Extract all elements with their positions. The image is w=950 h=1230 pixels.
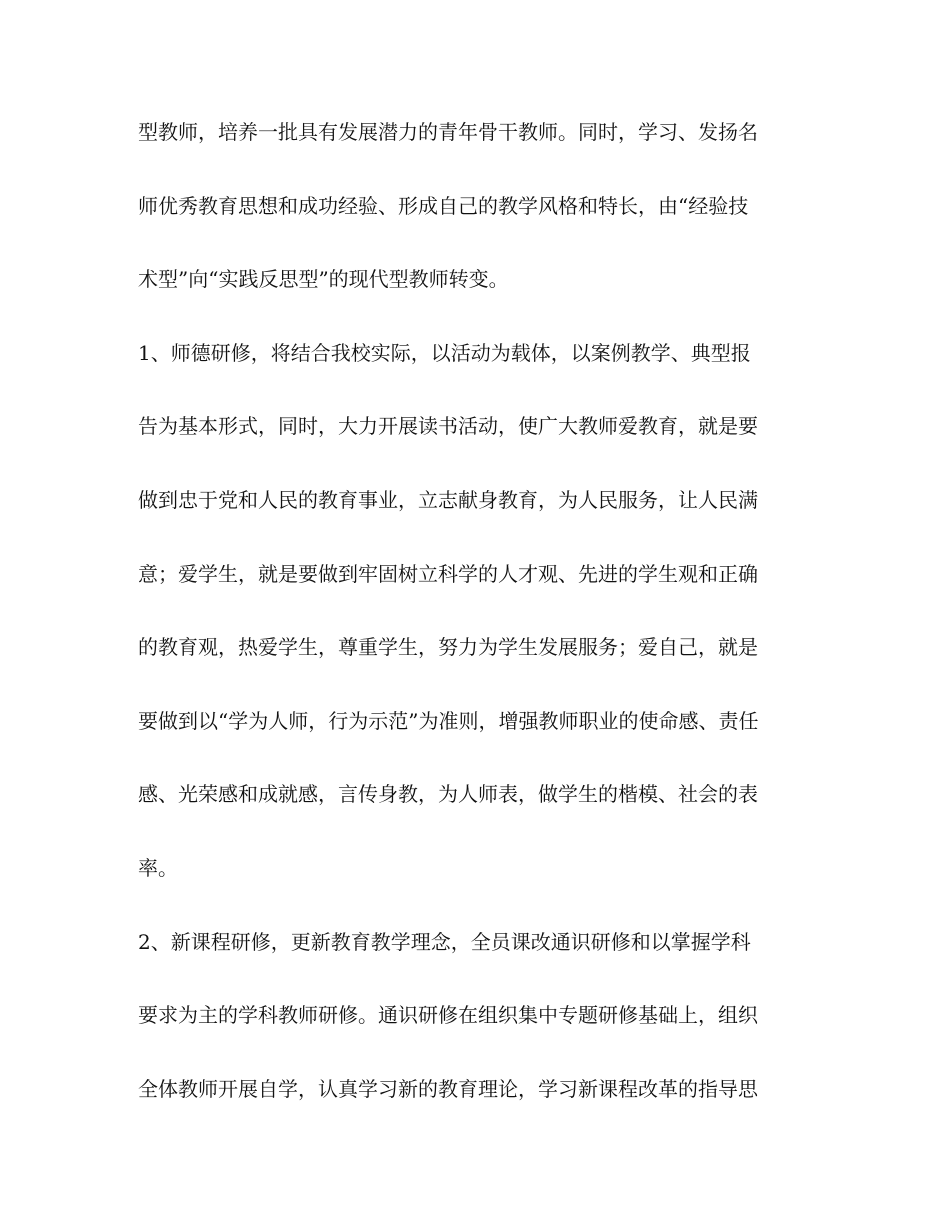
text-line: 感、光荣感和成就感，言传身教，为人师表，做学生的楷模、社会的表: [138, 782, 758, 807]
text-line: 的教育观，热爱学生，尊重学生，努力为学生发展服务；爱自己，就是: [138, 635, 758, 660]
text-line: 2、新课程研修，更新教育教学理念，全员课改通识研修和以掌握学科: [138, 929, 751, 954]
document-body: [138, 121, 818, 1100]
text-line: 型教师，培养一批具有发展潜力的青年骨干教师。同时，学习、发扬名: [138, 120, 758, 144]
text-line: 术型”向“实践反思型”的现代型教师转变。: [138, 267, 509, 292]
text-line: 要求为主的学科教师研修。通识研修在组织集中专题研修基础上，组织: [138, 1003, 758, 1028]
text-line: 1、师德研修，将结合我校实际，以活动为载体，以案例教学、典型报: [138, 340, 751, 365]
text-line: 师优秀教育思想和成功经验、形成自己的教学风格和特长，由“经验技: [138, 193, 749, 218]
text-line: 意；爱学生，就是要做到牢固树立科学的人才观、先进的学生观和正确: [138, 561, 758, 586]
text-line: 率。: [138, 855, 178, 880]
text-line: 要做到以“学为人师，行为示范”为准则，增强教师职业的使命感、责任: [138, 708, 759, 733]
text-line: 全体教师开展自学，认真学习新的教育理论，学习新课程改革的指导思: [138, 1076, 758, 1101]
text-line: 做到忠于党和人民的教育事业，立志献身教育，为人民服务，让人民满: [138, 487, 758, 512]
text-line: 告为基本形式，同时，大力开展读书活动，使广大教师爱教育，就是要: [138, 414, 758, 439]
